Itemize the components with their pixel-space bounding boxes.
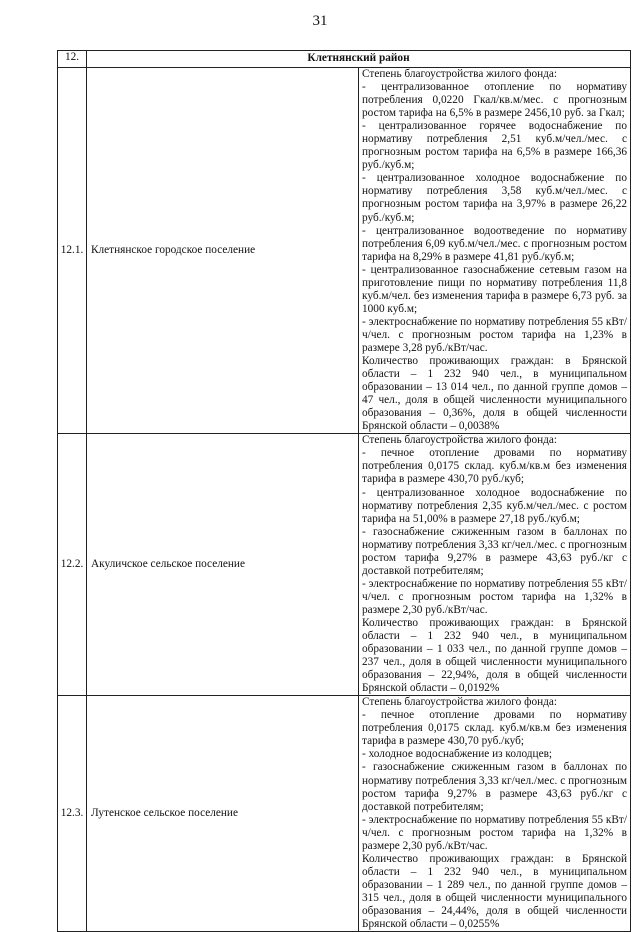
description-paragraph: - централизованное холодное водоснабжение по нормативу потребления 3,58 куб.м/чел./мес. с прогнозным ростом тарифа на 3,97% в размере 26,22 руб./куб.м; [362, 172, 627, 224]
table-row [58, 68, 631, 434]
page-number: 31 [312, 13, 328, 29]
description-paragraph: - печное отопление дровами по нормативу потребления 0,0175 склад. куб.м/кв.м без изменения тарифа в размере 430,70 руб./куб; [362, 709, 627, 748]
description-paragraph: Степень благоустройства жилого фонда: [362, 434, 558, 447]
description-paragraph: Количество проживающих граждан: в Брянской области – 1 232 940 чел., в муниципальном образовании – 13 014 чел., по данной группе домов – 47 чел., доля в общей численности муниципального образования – 0,36%, доля в общей численности Брянской области – 0,0038% [362, 355, 627, 433]
row-description [359, 434, 631, 696]
row-number: 12.1. [58, 68, 87, 434]
description-paragraph: - централизованное водоотведение по нормативу потребления 6,09 куб.м/чел./мес. с прогнозным ростом тарифа на 8,29% в размере 41,81 руб./куб.м; [362, 224, 627, 263]
row-number: 12.2. [58, 434, 87, 696]
row-description [359, 68, 631, 434]
description-paragraph: Количество проживающих граждан: в Брянской области – 1 232 940 чел., в муниципальном образовании – 1 289 чел., по данной группе домов – 315 чел., доля в общей численности муниципального образования – 24,44%, доля в общей численности Брянской области – 0,0255% [362, 852, 627, 931]
district-title: Клетнянский район [87, 51, 631, 68]
description-paragraph: - электроснабжение по нормативу потребления 55 кВт/ч/чел. с прогнозным ростом тарифа на 1,32% в размере 2,30 руб./кВт/час. [362, 577, 627, 616]
district-header-row [58, 51, 631, 68]
row-description [359, 696, 631, 932]
description-paragraph: - централизованное газоснабжение сетевым газом на приготовление пищи по нормативу потребления 11,8 куб.м/чел. без изменения тарифа в размере 6,73 руб. за 1000 куб.м; [362, 263, 627, 315]
table-row [58, 434, 631, 696]
description-paragraph: - централизованное горячее водоснабжение по нормативу потребления 2,51 куб.м/чел./мес. с прогнозным ростом тарифа на 6,5% в размере 166,36 руб./куб.м; [362, 120, 627, 172]
description-paragraph: Количество проживающих граждан: в Брянской области – 1 232 940 чел., в муниципальном образовании – 1 033 чел., по данной группе домов – 237 чел., доля в общей численности муниципального образования – 22,94%, доля в общей численности Брянской области – 0,0192% [362, 616, 627, 695]
description-paragraph: - холодное водоснабжение из колодцев; [362, 748, 553, 761]
settlement-name: Лутенское сельское поселение [87, 696, 359, 932]
description-paragraph: - электроснабжение по нормативу потребления 55 кВт/ч/чел. с прогнозным ростом тарифа на 1,23% в размере 3,28 руб./кВт/час. [362, 315, 627, 354]
description-paragraph: - электроснабжение по нормативу потребления 55 кВт/ч/чел. с прогнозным ростом тарифа на 1,32% в размере 2,30 руб./кВт/час. [362, 813, 627, 852]
housing-table [57, 50, 631, 932]
settlement-name: Клетнянское городское поселение [87, 68, 359, 434]
description-paragraph: Степень благоустройства жилого фонда: [362, 696, 558, 709]
settlement-name: Акуличское сельское поселение [87, 434, 359, 696]
description-paragraph: Степень благоустройства жилого фонда: [362, 68, 558, 80]
table-row [58, 696, 631, 932]
description-paragraph: - газоснабжение сжиженным газом в баллонах по нормативу потребления 3,33 кг/чел./мес. с прогнозным ростом тарифа 9,27% в размере 43,63 руб./кг с доставкой потребителям; [362, 761, 627, 813]
district-number: 12. [58, 51, 87, 68]
description-paragraph: - централизованное холодное водоснабжение по нормативу потребления 2,35 куб.м/чел./мес. с ростом тарифа на 51,00% в размере 27,18 руб./куб.м; [362, 486, 627, 525]
row-number: 12.3. [58, 696, 87, 932]
description-paragraph: - газоснабжение сжиженным газом в баллонах по нормативу потребления 3,33 кг/чел./мес. с прогнозным ростом тарифа 9,27% в размере 43,63 руб./кг с доставкой потребителям; [362, 525, 627, 577]
description-paragraph: - централизованное отопление по нормативу потребления 0,0220 Гкал/кв.м/мес. с прогнозным ростом тарифа на 6,5% в размере 2456,10 руб. за Гкал; [362, 81, 627, 120]
description-paragraph: - печное отопление дровами по нормативу потребления 0,0175 склад. куб.м/кв.м без изменения тарифа в размере 430,70 руб./куб; [362, 447, 627, 486]
